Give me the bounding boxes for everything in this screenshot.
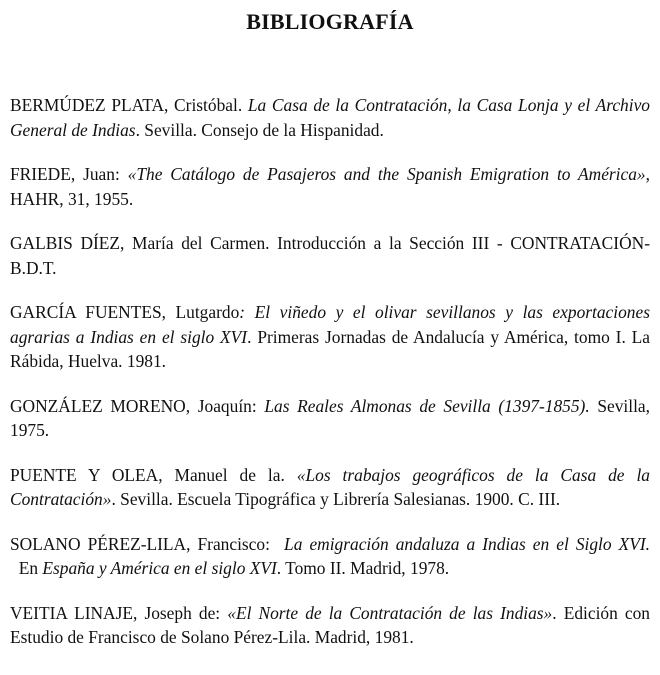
entry-title: «Los trabajos geográficos de la Casa de la Contratación» (10, 464, 650, 509)
entry-book-title: España y América en el siglo XVI (42, 558, 277, 578)
entry-details: . Sevilla. Consejo de la Hispanidad. (135, 119, 384, 140)
bibliography-entry-veitia-linaje (10, 601, 650, 650)
entry-author: FRIEDE, Juan: (10, 164, 120, 184)
entry-title: Las Reales Almonas de Sevilla (1397-1855). (264, 395, 590, 416)
entry-author: GONZÁLEZ MORENO, Joaquín: (10, 395, 257, 416)
entry-author: VEITIA LINAJE, Joseph de: (10, 602, 221, 623)
entry-title: La emigración andaluza a Indias en el Siglo XVI. (284, 533, 650, 554)
entry-title: : El viñedo y el olivar sevillanos y las exportaciones agrarias a Indias en el siglo XVI (10, 302, 650, 347)
entry-details: . Primeras Jornadas de Andalucía y América, tomo I. La Rábida, Huelva. 1981. (10, 326, 651, 371)
page-title: BIBLIOGRAFÍA (246, 9, 414, 34)
entry-author: PUENTE Y OLEA, Manuel de la. (10, 464, 285, 485)
entry-details: . Tomo II. Madrid, 1978. (276, 558, 450, 578)
bibliography-entry-bermudez-plata (10, 93, 650, 142)
entry-details: . Sevilla. Escuela Tipográfica y Librería Salesianas. 1900. C. III. (111, 489, 561, 509)
entry-details: . Edición con Estudio de Francisco de Solano Pérez-Lila. Madrid, 1981. (10, 602, 651, 647)
entry-title: «El Norte de la Contratación de las Indias» (227, 602, 553, 623)
bibliography-entry-solano-perez-lila: SOLANO PÉREZ-LILA, Francisco: La emigración andaluza a Indias en el Siglo XVI. En España y América en el siglo XVI. Tomo II. Madrid, 1978. (10, 533, 650, 578)
entry-title: «The Catálogo de Pasajeros and the Spanish Emigration to América» (127, 164, 646, 184)
entry-author: GARCÍA FUENTES, Lutgardo (10, 302, 240, 322)
entry-details: Sevilla, 1975. (10, 395, 650, 440)
entry-author: BERMÚDEZ PLATA, Cristóbal. (10, 95, 243, 115)
bibliography-entry-gonzalez-moreno (10, 394, 650, 443)
entry-title: La Casa de la Contratación, la Casa Lonja y el Archivo General de Indias (10, 95, 650, 140)
bibliography-entry-friede (10, 162, 650, 211)
bibliography-entry-garcia-fuentes (10, 300, 650, 374)
entry-author: SOLANO PÉREZ-LILA, Francisco: (10, 533, 270, 554)
bibliography-list (10, 93, 650, 650)
entry-details: , HAHR, 31, 1955. (10, 164, 650, 209)
bibliography-entry-galbis-diez (10, 231, 650, 280)
entry-text: GALBIS DÍEZ, María del Carmen. Introducción a la Sección III - CONTRATACIÓN- B.D.T. (10, 233, 650, 278)
bibliography-entry-puente-y-olea (10, 463, 650, 512)
